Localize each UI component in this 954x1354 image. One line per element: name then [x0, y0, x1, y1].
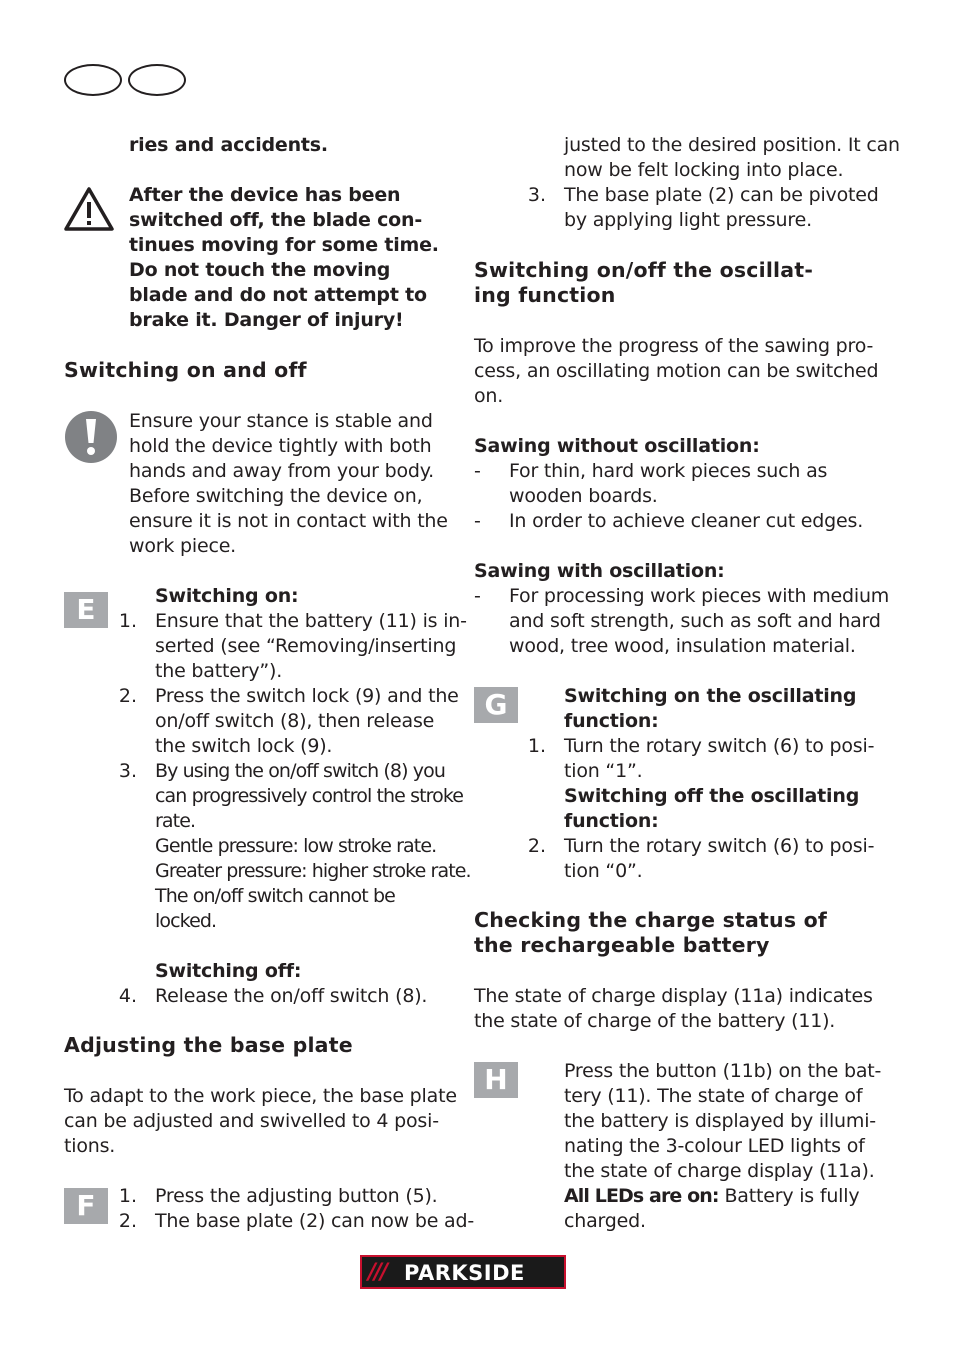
step-number: 2.: [527, 835, 546, 857]
all-leds-label: All LEDs are on:: [564, 1185, 719, 1207]
step1-line: Ensure that the battery (11) is in-: [155, 610, 467, 632]
base-step2-cont: justed to the desired position. It can: [564, 134, 900, 156]
step-number: 2.: [118, 1210, 137, 1232]
figure-label-f: F: [64, 1188, 108, 1224]
section-heading-switching: Switching on and off: [64, 358, 307, 382]
logo-text: PARKSIDE: [404, 1261, 525, 1285]
with-oscillation-label: Sawing with oscillation:: [474, 560, 725, 582]
stance-line: hands and away from your body.: [129, 460, 434, 482]
section-heading-base-plate: Adjusting the base plate: [64, 1033, 353, 1057]
step-number: 3.: [118, 760, 137, 782]
step3-line: Greater pressure: higher stroke rate.: [155, 860, 471, 882]
step3-line: can progressively control the stroke: [155, 785, 464, 807]
language-oval-right: [128, 64, 186, 96]
base-intro-line: To adapt to the work piece, the base plate: [64, 1085, 457, 1107]
osc-off-step: Turn the rotary switch (6) to posi-: [564, 835, 875, 857]
charge-text-line: the battery is displayed by illumi-: [564, 1110, 876, 1132]
base-step2: The base plate (2) can now be ad-: [155, 1210, 474, 1232]
intro-end: ries and accidents.: [129, 134, 328, 156]
step-number: 1.: [118, 610, 137, 632]
charge-text-line: the state of charge display (11a).: [564, 1160, 875, 1182]
figure-label-g: G: [474, 687, 518, 723]
all-leds-text: Battery is fully: [718, 1185, 860, 1207]
stance-line: ensure it is not in contact with the: [129, 510, 448, 532]
step2-line: Press the switch lock (9) and the: [155, 685, 459, 707]
osc-off-step: tion “0”.: [564, 860, 643, 882]
charge-text-line: nating the 3-colour LED lights of: [564, 1135, 865, 1157]
step-number: 1.: [527, 735, 546, 757]
warning-line: tinues moving for some time.: [129, 234, 439, 256]
base-step3-line: by applying light pressure.: [564, 209, 812, 231]
warning-line: Do not touch the moving: [129, 259, 391, 281]
osc-on-label: Switching on the oscillating: [564, 685, 857, 707]
warning-line: After the device has been: [129, 184, 401, 206]
switching-on-label: Switching on:: [155, 585, 299, 607]
step2-line: the switch lock (9).: [155, 735, 333, 757]
charge-intro-line: The state of charge display (11a) indicates: [474, 985, 873, 1007]
logo-stripes-icon: ///: [368, 1260, 387, 1285]
charge-text-line: Press the button (11b) on the bat-: [564, 1060, 882, 1082]
charged-line: charged.: [564, 1210, 646, 1232]
step2-line: on/off switch (8), then release: [155, 710, 435, 732]
stance-line: hold the device tightly with both: [129, 435, 432, 457]
stance-line: work piece.: [129, 535, 237, 557]
bullet-dash: -: [474, 585, 481, 607]
osc-off-label: function:: [564, 810, 659, 832]
warning-line: switched off, the blade con-: [129, 209, 423, 231]
figure-label-h: H: [474, 1062, 518, 1098]
warning-line: blade and do not attempt to: [129, 284, 427, 306]
section-heading-charge: Checking the charge status of: [474, 908, 827, 932]
base-intro-line: can be adjusted and swivelled to 4 posi-: [64, 1110, 439, 1132]
osc-intro-line: To improve the progress of the sawing pro-: [474, 335, 874, 357]
with-item: For processing work pieces with medium: [509, 585, 890, 607]
step3-line: locked.: [155, 910, 217, 932]
base-step3-line: The base plate (2) can be pivoted: [564, 184, 879, 206]
base-intro-line: tions.: [64, 1135, 116, 1157]
step4-line: Release the on/off switch (8).: [155, 985, 428, 1007]
osc-on-step: tion “1”.: [564, 760, 643, 782]
step-number: 2.: [118, 685, 137, 707]
osc-intro-line: cess, an oscillating motion can be switched: [474, 360, 879, 382]
base-step1: Press the adjusting button (5).: [155, 1185, 438, 1207]
step3-line: The on/off switch cannot be: [155, 885, 395, 907]
without-oscillation-label: Sawing without oscillation:: [474, 435, 760, 457]
with-item: and soft strength, such as soft and hard: [509, 610, 881, 632]
osc-on-step: Turn the rotary switch (6) to posi-: [564, 735, 875, 757]
section-heading-charge: the rechargeable battery: [474, 933, 770, 957]
step-number: 3.: [527, 184, 546, 206]
stance-line: Ensure your stance is stable and: [129, 410, 433, 432]
charge-intro-line: the state of charge of the battery (11).: [474, 1010, 836, 1032]
step-number: 1.: [118, 1185, 137, 1207]
warning-triangle-icon: [62, 185, 116, 233]
parkside-logo: [360, 1255, 566, 1289]
section-heading-oscillation: ing function: [474, 283, 616, 307]
step3-line: rate.: [155, 810, 196, 832]
osc-intro-line: on.: [474, 385, 504, 407]
with-item: wood, tree wood, insulation material.: [509, 635, 856, 657]
charge-text-line: tery (11). The state of charge of: [564, 1085, 863, 1107]
step-number: 4.: [118, 985, 137, 1007]
warning-line: brake it. Danger of injury!: [129, 309, 404, 331]
without-item: For thin, hard work pieces such as: [509, 460, 828, 482]
language-oval-left: [64, 64, 122, 96]
exclamation-circle-icon: [64, 410, 118, 464]
section-heading-oscillation: Switching on/off the oscillat-: [474, 258, 814, 282]
bullet-dash: -: [474, 510, 481, 532]
without-item: In order to achieve cleaner cut edges.: [509, 510, 864, 532]
step3-line: Gentle pressure: low stroke rate.: [155, 835, 437, 857]
osc-on-label: function:: [564, 710, 659, 732]
bullet-dash: -: [474, 460, 481, 482]
without-item: wooden boards.: [509, 485, 658, 507]
step1-line: serted (see “Removing/inserting: [155, 635, 457, 657]
switching-off-label: Switching off:: [155, 960, 302, 982]
figure-label-e: E: [64, 592, 108, 628]
all-leds-line: [564, 1184, 859, 1209]
stance-line: Before switching the device on,: [129, 485, 423, 507]
base-step2-cont: now be felt locking into place.: [564, 159, 844, 181]
osc-off-label: Switching off the oscillating: [564, 785, 860, 807]
step3-line: By using the on/off switch (8) you: [155, 760, 445, 782]
step1-line: the battery”).: [155, 660, 283, 682]
